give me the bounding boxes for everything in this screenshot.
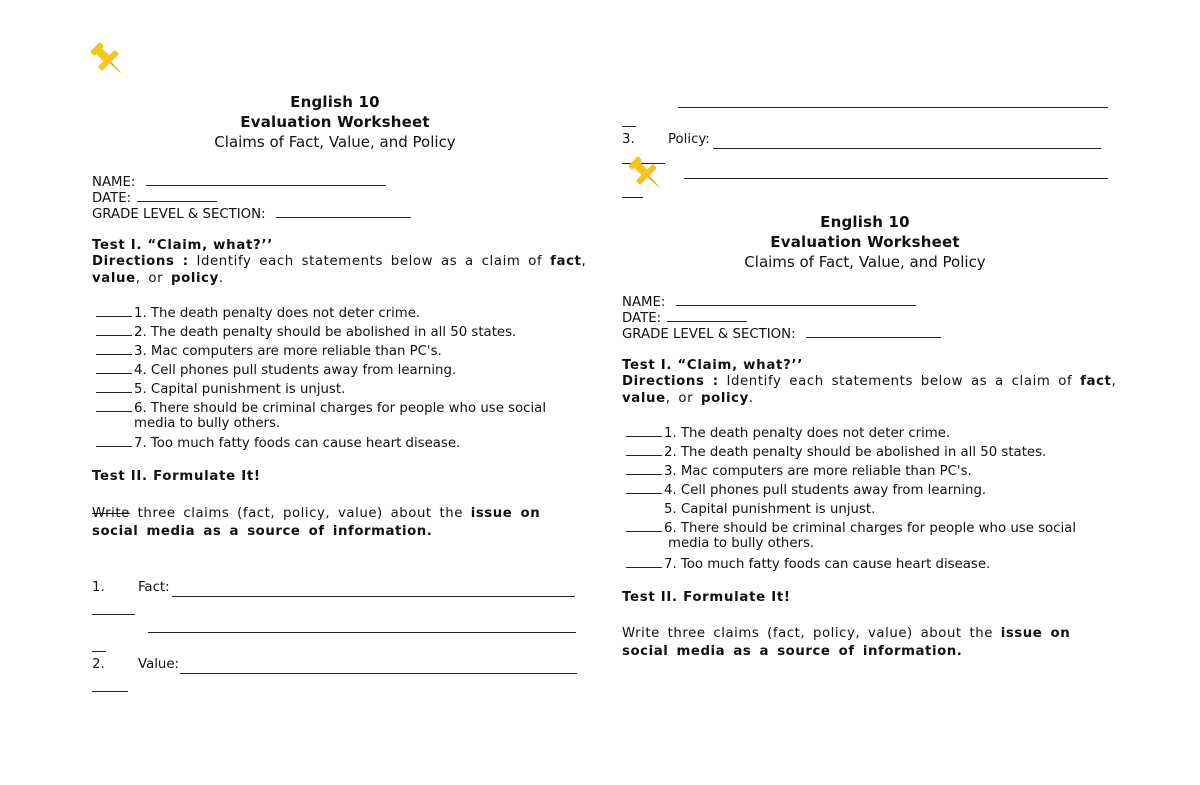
directions-label: Directions : — [92, 254, 189, 269]
directions-policy: policy — [170, 271, 219, 286]
list-item — [626, 481, 986, 498]
list-item — [626, 424, 950, 441]
worksheet-title: Evaluation Worksheet — [240, 113, 430, 131]
list-item — [96, 380, 345, 397]
test2-instructions — [92, 505, 577, 541]
name-label: NAME: — [622, 295, 666, 310]
answer-blank[interactable] — [96, 342, 132, 355]
answer-blank[interactable] — [96, 380, 132, 393]
item-text: 6. There should be criminal charges for people who use social — [664, 521, 1077, 536]
list-item — [96, 434, 460, 451]
item-text: 4. Cell phones pull students away from learning. — [134, 363, 457, 378]
claim3-number: 3. — [622, 132, 635, 147]
item-text: 5. Capital punishment is unjust. — [664, 502, 876, 517]
directions-policy: policy — [700, 391, 749, 406]
directions-value: value — [92, 271, 136, 286]
grade-section-blank[interactable] — [276, 204, 411, 218]
list-item — [626, 462, 972, 479]
policy-answer-line[interactable] — [713, 148, 1101, 149]
claim1-number: 1. — [92, 580, 105, 595]
item-text: 4. Cell phones pull students away from learning. — [664, 483, 987, 498]
item-text: 2. The death penalty should be abolished in all 50 states. — [664, 445, 1047, 460]
directions-comma: , — [1111, 374, 1117, 389]
directions-text: Identify each statements below as a claim of — [726, 374, 1073, 389]
name-label: NAME: — [92, 175, 136, 190]
answer-blank[interactable] — [96, 434, 132, 447]
list-item — [96, 399, 546, 416]
list-item — [626, 500, 875, 517]
answer-blank[interactable] — [626, 443, 662, 456]
claim1-label: Fact: — [138, 580, 170, 595]
item-text: 1. The death penalty does not deter crime. — [664, 426, 951, 441]
directions-line2 — [92, 271, 224, 286]
course-title: English 10 — [290, 93, 380, 111]
test2-bold-text: issue on social media as a source of information. — [92, 506, 541, 539]
item-text: 7. Too much fatty foods can cause heart disease. — [664, 557, 991, 572]
item-text: 7. Too much fatty foods can cause heart disease. — [134, 436, 461, 451]
test2-text: three claims (fact, policy, value) about the — [659, 626, 1001, 641]
item-text: 5. Capital punishment is unjust. — [134, 382, 346, 397]
item-text: 6. There should be criminal charges for people who use social — [134, 401, 547, 416]
test2-title: Test II. Formulate It! — [622, 590, 791, 605]
claim3-label: Policy: — [668, 132, 710, 147]
worksheet-subtitle: Claims of Fact, Value, and Policy — [744, 253, 986, 271]
directions-line2 — [622, 391, 754, 406]
list-item — [96, 342, 442, 359]
test2-title: Test II. Formulate It! — [92, 469, 261, 484]
policy-answer-line-2[interactable] — [684, 178, 1108, 179]
answer-blank[interactable] — [626, 462, 662, 475]
answer-blank[interactable] — [626, 555, 662, 568]
answer-blank[interactable] — [96, 399, 132, 412]
answer-blank[interactable] — [96, 304, 132, 317]
date-blank[interactable] — [667, 308, 747, 322]
course-title: English 10 — [820, 213, 910, 231]
fact-answer-line[interactable] — [172, 596, 575, 597]
grade-section-label: GRADE LEVEL & SECTION: — [92, 207, 266, 222]
list-item-continued: media to bully others. — [668, 536, 815, 551]
directions-comma: , — [581, 254, 587, 269]
directions-label: Directions : — [622, 374, 719, 389]
value-answer-line-wrap[interactable] — [92, 691, 128, 692]
pushpin-icon — [624, 152, 666, 194]
test2-text: three claims (fact, policy, value) about the — [129, 506, 471, 521]
directions-line1 — [92, 254, 586, 269]
list-item-continued: media to bully others. — [134, 416, 281, 431]
grade-section-label: GRADE LEVEL & SECTION: — [622, 327, 796, 342]
date-label: DATE: — [92, 191, 132, 206]
value-answer-line[interactable] — [180, 673, 577, 674]
directions-text: Identify each statements below as a claim of — [196, 254, 543, 269]
test1-title: Test I. “Claim, what?’’ — [92, 238, 273, 253]
directions-value: value — [622, 391, 666, 406]
test2-write: Write — [92, 506, 130, 521]
value-answer-line-2-wrap[interactable] — [622, 126, 636, 127]
worksheet-subtitle: Claims of Fact, Value, and Policy — [214, 133, 456, 151]
item-text: 3. Mac computers are more reliable than PC's. — [134, 344, 442, 359]
test2-instructions — [622, 625, 1107, 661]
list-item — [96, 323, 516, 340]
directions-line1 — [622, 374, 1116, 389]
grade-section-blank[interactable] — [806, 324, 941, 338]
date-label: DATE: — [622, 311, 662, 326]
item-text: 2. The death penalty should be abolished in all 50 states. — [134, 325, 517, 340]
test2-bold-text: issue on social media as a source of information. — [622, 626, 1071, 659]
directions-or: , or — [665, 391, 694, 406]
item-text: 3. Mac computers are more reliable than PC's. — [664, 464, 972, 479]
answer-blank[interactable] — [626, 481, 662, 494]
list-item — [626, 443, 1046, 460]
date-blank[interactable] — [137, 188, 217, 202]
worksheet-title: Evaluation Worksheet — [770, 233, 960, 251]
test1-title: Test I. “Claim, what?’’ — [622, 358, 803, 373]
fact-answer-line-2-wrap[interactable] — [92, 651, 106, 652]
answer-blank[interactable] — [626, 500, 662, 513]
answer-blank[interactable] — [626, 519, 662, 532]
directions-fact: fact — [1080, 374, 1112, 389]
grade-section-field[interactable] — [92, 204, 411, 222]
directions-period: . — [218, 271, 224, 286]
list-item — [96, 361, 456, 378]
directions-or: , or — [135, 271, 164, 286]
name-blank[interactable] — [146, 172, 386, 186]
claim2-label: Value: — [138, 657, 179, 672]
answer-blank[interactable] — [96, 323, 132, 336]
pushpin-icon — [86, 38, 128, 80]
directions-fact: fact — [550, 254, 582, 269]
fact-answer-line-wrap[interactable] — [92, 614, 135, 615]
directions-period: . — [748, 391, 754, 406]
list-item — [626, 555, 990, 572]
answer-blank[interactable] — [96, 361, 132, 374]
name-blank[interactable] — [676, 292, 916, 306]
fact-answer-line-2[interactable] — [148, 632, 576, 633]
list-item — [626, 519, 1076, 536]
test2-write: Write — [622, 626, 660, 641]
value-answer-line-2[interactable] — [678, 107, 1108, 108]
answer-blank[interactable] — [626, 424, 662, 437]
item-text: 1. The death penalty does not deter crime. — [134, 306, 421, 321]
claim2-number: 2. — [92, 657, 105, 672]
list-item — [96, 304, 420, 321]
policy-answer-line-2-wrap[interactable] — [622, 197, 643, 198]
grade-section-field[interactable] — [622, 324, 941, 342]
